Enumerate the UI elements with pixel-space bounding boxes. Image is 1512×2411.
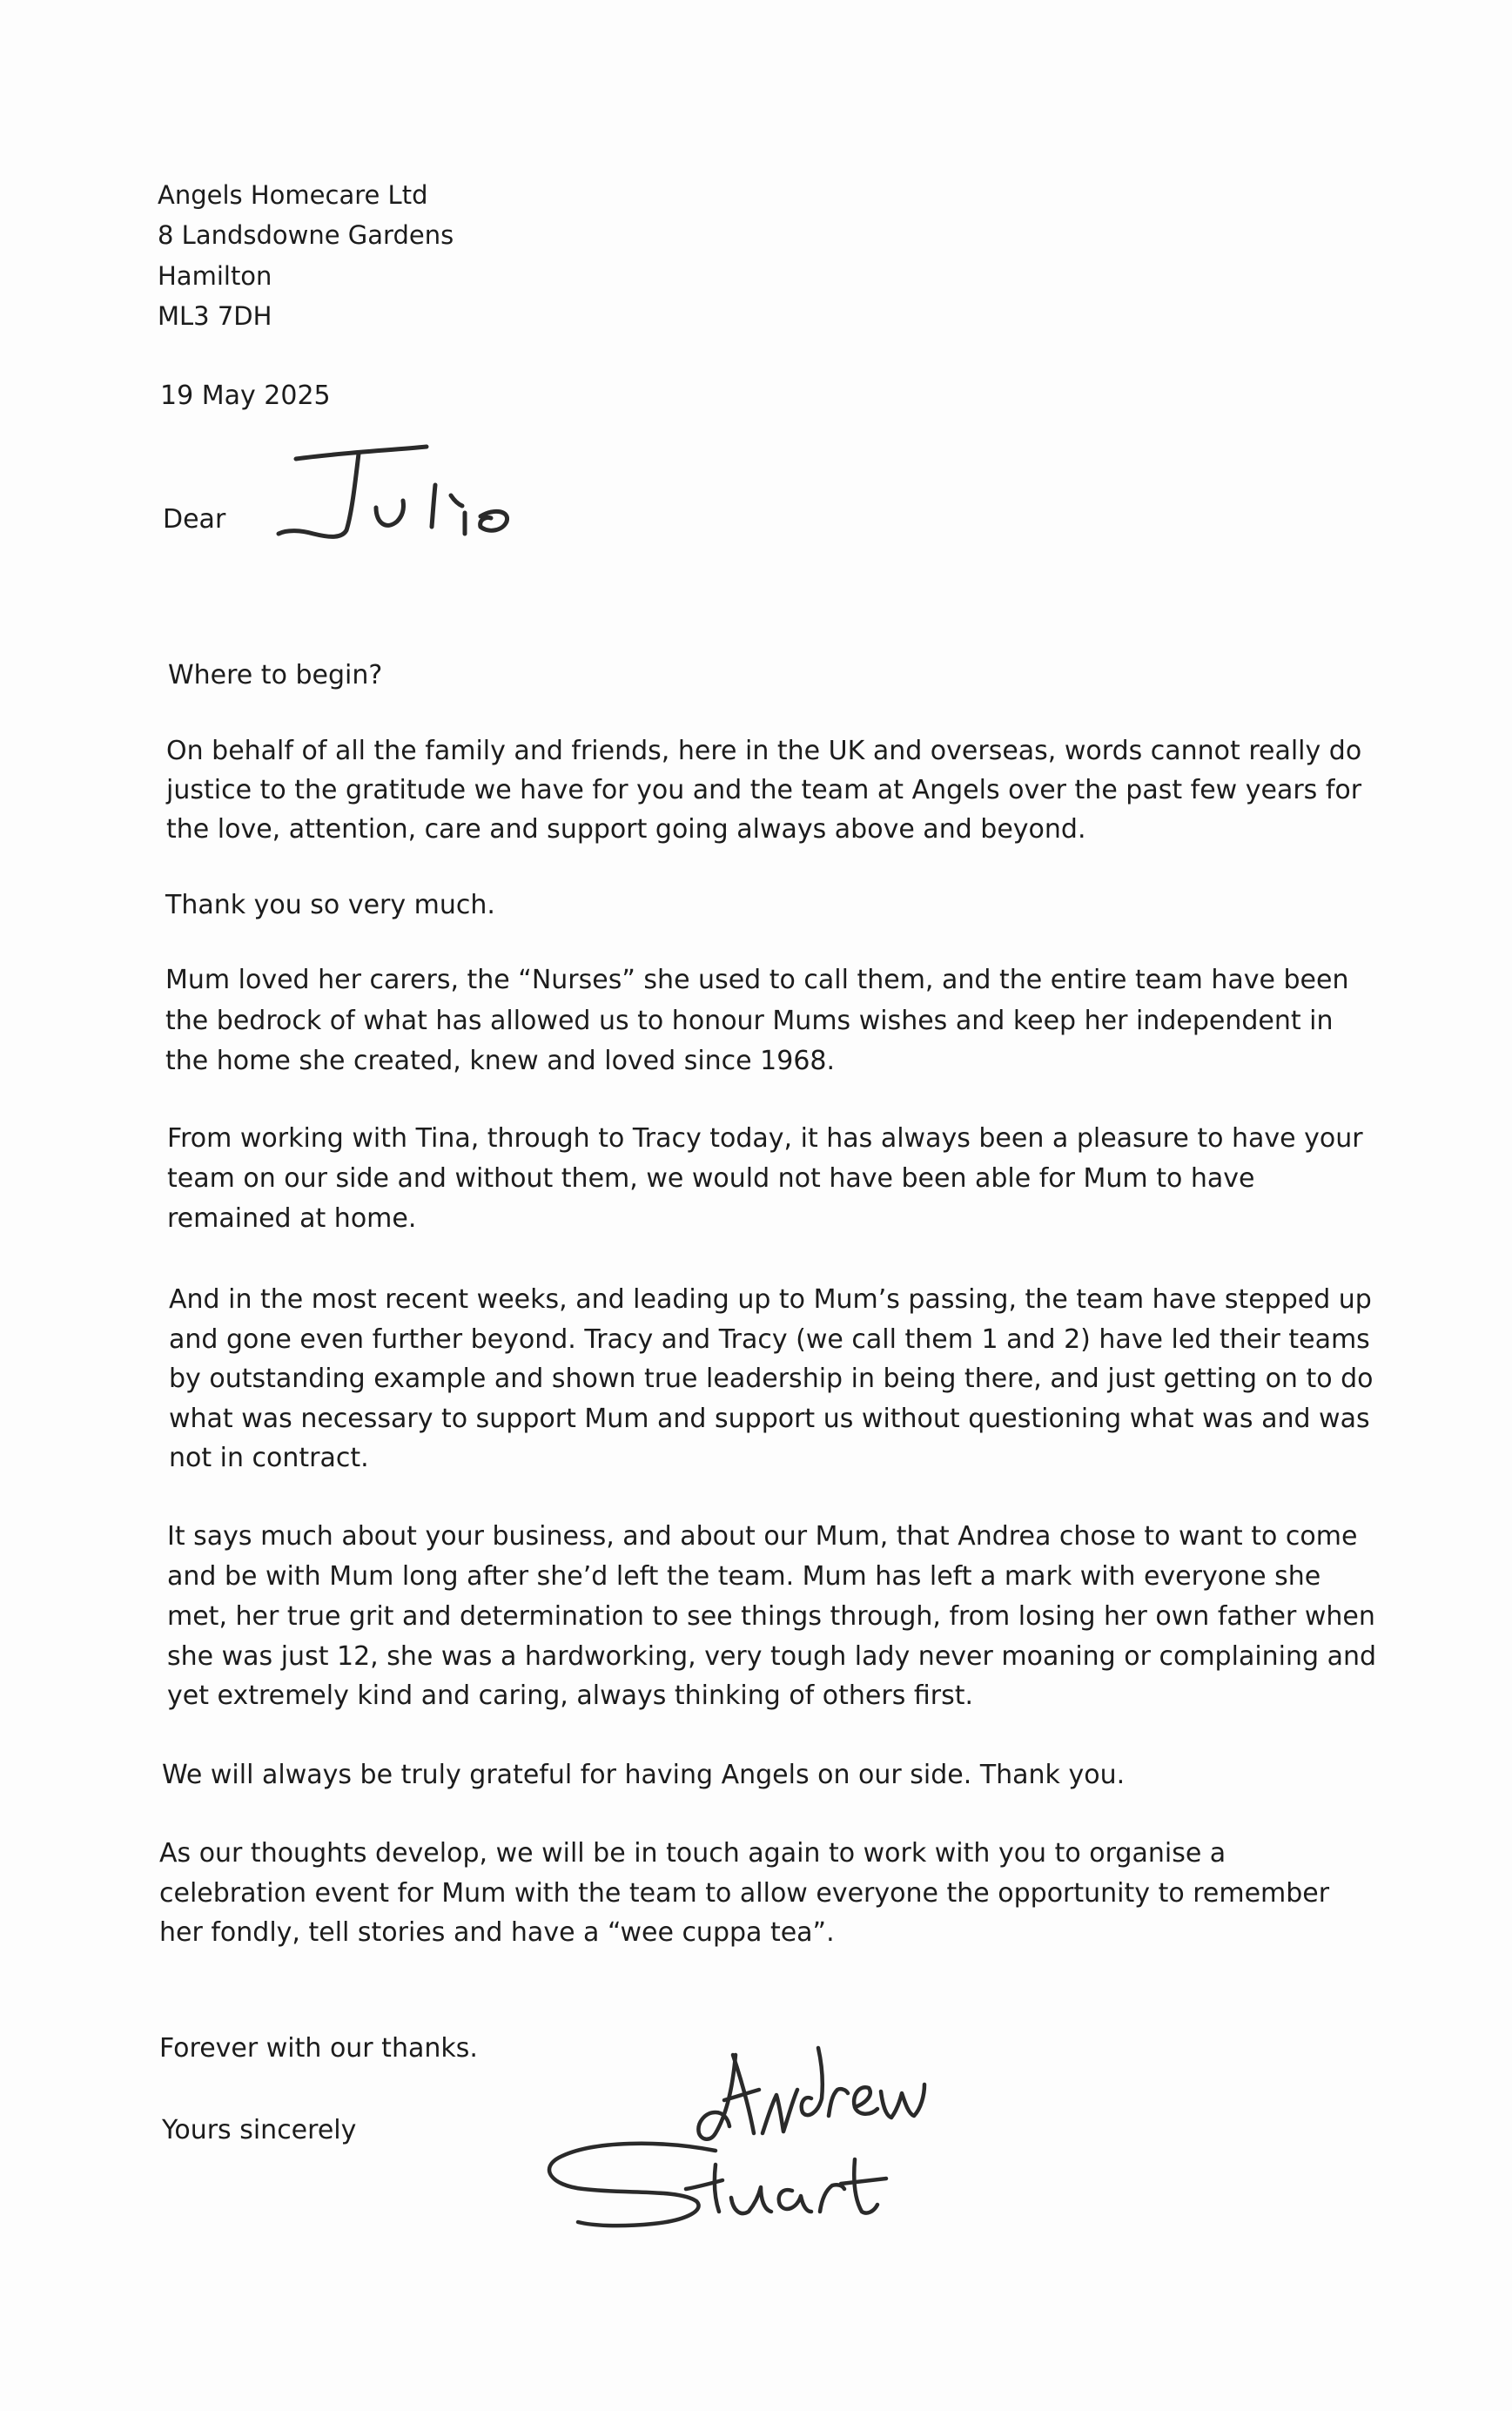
body-line: Thank you so very much. <box>165 890 495 920</box>
signoff: Yours sincerely <box>162 2115 357 2145</box>
handwritten-signature <box>531 2003 1018 2229</box>
body-line: team on our side and without them, we would not have been able for Mum to have <box>167 1163 1255 1194</box>
body-line: her fondly, tell stories and have a “wee cuppa tea”. <box>159 1917 835 1948</box>
body-line: met, her true grit and determination to see things through, from losing her own father when <box>167 1601 1375 1632</box>
closing-line: Forever with our thanks. <box>159 2033 478 2064</box>
body-line: celebration event for Mum with the team to allow everyone the opportunity to remember <box>159 1878 1330 1909</box>
body-line: As our thoughts develop, we will be in touch again to work with you to organise a <box>159 1838 1226 1869</box>
body-line: and gone even further beyond. Tracy and Tracy (we call them 1 and 2) have led their teams <box>169 1324 1370 1355</box>
salutation: Dear <box>163 504 226 535</box>
body-line: Where to begin? <box>168 660 383 690</box>
body-line: It says much about your business, and about our Mum, that Andrea chose to want to come <box>167 1521 1358 1552</box>
body-line: by outstanding example and shown true leadership in being there, and just getting on to do <box>169 1364 1374 1394</box>
body-line: remained at home. <box>167 1203 417 1234</box>
address-line-postcode: ML3 7DH <box>158 301 272 331</box>
body-line: what was necessary to support Mum and support us without questioning what was and was <box>169 1404 1370 1434</box>
handwritten-recipient-name <box>261 440 514 553</box>
body-line: justice to the gratitude we have for you and the team at Angels over the past few years for <box>166 775 1362 805</box>
address-line-street: 8 Landsdowne Gardens <box>158 220 454 250</box>
body-line: she was just 12, she was a hardworking, very tough lady never moaning or complaining and <box>167 1641 1377 1672</box>
body-line: yet extremely kind and caring, always thinking of others first. <box>167 1680 974 1711</box>
body-line: not in contract. <box>169 1443 369 1473</box>
address-line-company: Angels Homecare Ltd <box>158 180 428 210</box>
body-line: the home she created, knew and loved since 1968. <box>165 1046 836 1076</box>
body-line: And in the most recent weeks, and leading up to Mum’s passing, the team have stepped up <box>169 1284 1372 1315</box>
body-line: On behalf of all the family and friends, here in the UK and overseas, words cannot really do <box>166 736 1362 766</box>
body-line: and be with Mum long after she’d left the team. Mum has left a mark with everyone she <box>167 1561 1321 1592</box>
body-line: the bedrock of what has allowed us to honour Mums wishes and keep her independent in <box>165 1006 1334 1036</box>
body-line: Mum loved her carers, the “Nurses” she used to call them, and the entire team have been <box>165 965 1349 995</box>
body-line: the love, attention, care and support going always above and beyond. <box>166 814 1086 845</box>
body-line: We will always be truly grateful for having Angels on our side. Thank you. <box>162 1760 1126 1790</box>
body-line: From working with Tina, through to Tracy today, it has always been a pleasure to have your <box>167 1123 1363 1154</box>
letter-date: 19 May 2025 <box>160 381 331 411</box>
address-line-town: Hamilton <box>158 261 272 291</box>
